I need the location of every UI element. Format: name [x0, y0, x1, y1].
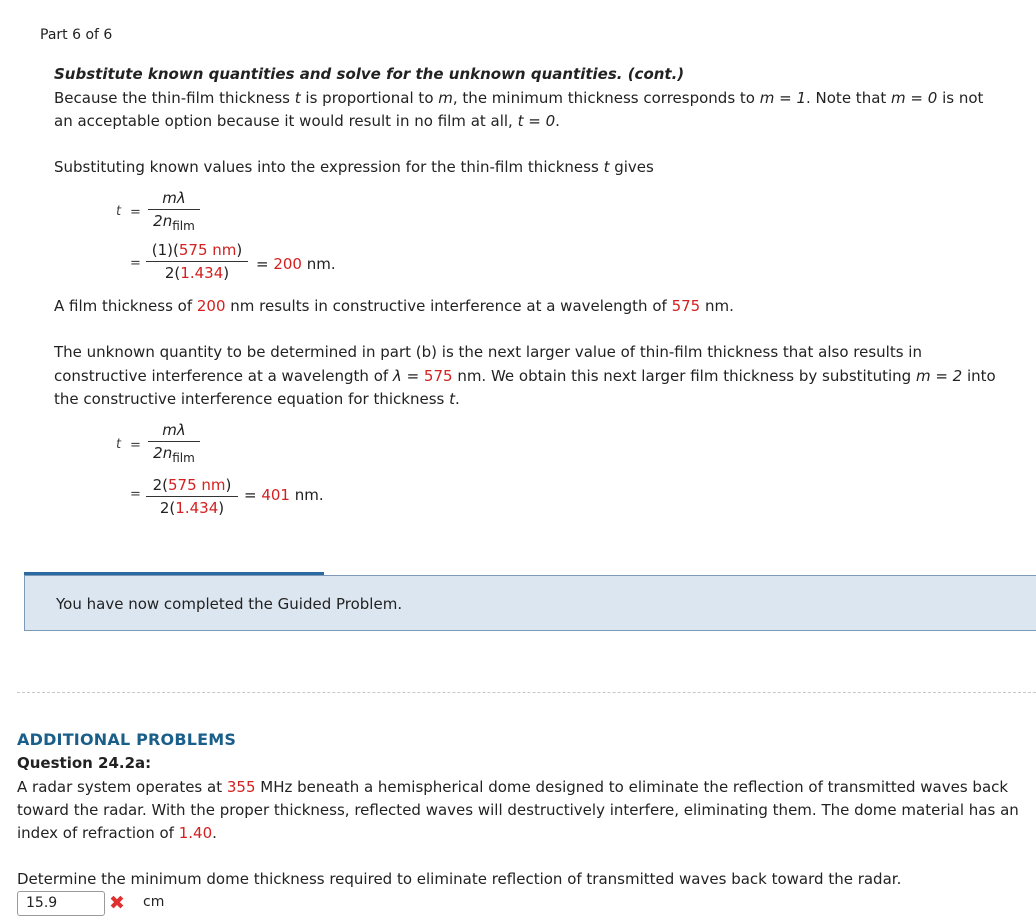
para4-line1: The unknown quantity to be determined in part (b) is the next larger value of thin-film thickness that also results in [54, 343, 922, 361]
den-subscript: film [172, 219, 195, 233]
result-value: 401 [261, 486, 290, 504]
ns: ) [236, 241, 243, 259]
eq1-fraction [148, 189, 200, 233]
completion-banner-text: You have now completed the Guided Problem. [56, 595, 403, 613]
para4-line3 [54, 390, 460, 408]
incorrect-x-icon: ✖ [109, 892, 125, 914]
dp: 2( [164, 264, 181, 282]
var-t: t [603, 158, 610, 176]
text: . [455, 390, 460, 408]
text: nm. [700, 297, 734, 315]
ds: ) [218, 499, 225, 517]
eq2-equals2: = [130, 487, 141, 502]
index-value: 1.434 [175, 499, 219, 517]
eq2-denominator2 [146, 499, 238, 517]
text: . Note that [806, 89, 892, 107]
eq2-lhs: t [116, 437, 122, 452]
wavelength-value: 575 [671, 297, 701, 315]
wavelength-value: 575 nm [168, 476, 226, 494]
eq1-equals: = [130, 205, 141, 220]
index-value: 1.434 [180, 264, 224, 282]
eq1-denominator2 [146, 264, 248, 282]
fraction-bar [146, 261, 248, 262]
text: is proportional to [300, 89, 439, 107]
m-eq-1: m = 1 [759, 89, 806, 107]
question-line3 [17, 824, 217, 842]
question-line2: toward the radar. With the proper thickness, reflected waves will destructively interfere, eliminating them. The dome material has an [17, 801, 1019, 819]
result-unit: nm. [301, 255, 336, 273]
var-m: m [438, 89, 453, 107]
text: is not [937, 89, 984, 107]
eq2-denominator [148, 444, 200, 465]
ds: ) [223, 264, 230, 282]
eq2-fraction2 [146, 476, 238, 517]
text: . [212, 824, 217, 842]
question-line1 [17, 778, 1008, 796]
eq2-numerator: mλ [162, 421, 186, 439]
var-t: t [294, 89, 301, 107]
text: into [962, 367, 996, 385]
dp: 2( [159, 499, 176, 517]
text: , the minimum thickness corresponds to [452, 89, 760, 107]
eq2-equals: = [130, 438, 141, 453]
text: A radar system operates at [17, 778, 227, 796]
result-eq: = [256, 255, 274, 273]
question-label: Question 24.2a: [17, 754, 152, 772]
result-value: 200 [273, 255, 302, 273]
result-unit: nm. [289, 486, 324, 504]
text: nm. We obtain this next larger film thickness by substituting [452, 367, 916, 385]
den-subscript: film [172, 451, 195, 465]
section-heading: Substitute known quantities and solve for the unknown quantities. (cont.) [54, 65, 685, 83]
lambda-eq: λ = [392, 367, 424, 385]
text: Substituting known values into the expression for the thin-film thickness [54, 158, 604, 176]
para1-line1 [54, 89, 983, 107]
eq1-equals2: = [130, 256, 141, 271]
text: nm results in constructive interference at a wavelength of [225, 297, 672, 315]
wavelength-value: 575 nm [178, 241, 237, 259]
text: MHz beneath a hemispherical dome designed to eliminate the reflection of transmitted waves back [255, 778, 1009, 796]
eq1-numerator2 [146, 241, 248, 259]
question-prompt: Determine the minimum dome thickness required to eliminate reflection of transmitted waves back toward the radar. [17, 870, 902, 888]
eq1-fraction2 [146, 241, 248, 282]
part-label: Part 6 of 6 [40, 27, 113, 43]
ns: ) [225, 476, 232, 494]
text: index of refraction of [17, 824, 179, 842]
completion-banner [24, 575, 1036, 631]
text: constructive interference at a wavelength of [54, 367, 393, 385]
answer-input[interactable]: 15.9 [17, 891, 105, 916]
m-eq-2: m = 2 [915, 367, 963, 385]
den-prefix: 2n [153, 444, 173, 462]
text: an acceptable option because it would result in no film at all, [54, 112, 518, 130]
t-eq-0: t = 0 [517, 112, 556, 130]
eq2-fraction [148, 421, 200, 465]
eq1-result [256, 255, 336, 273]
para4-line2 [54, 367, 996, 385]
answer-unit: cm [143, 894, 165, 910]
text: Because the thin-film thickness [54, 89, 295, 107]
frequency-value: 355 [226, 778, 256, 796]
text: . [555, 112, 560, 130]
eq1-denominator [148, 212, 200, 233]
result-eq: = [244, 486, 262, 504]
text: A film thickness of [54, 297, 197, 315]
den-prefix: 2n [153, 212, 173, 230]
eq1-numerator: mλ [162, 189, 186, 207]
para3 [54, 297, 734, 315]
para2 [54, 158, 654, 176]
var-t: t [449, 390, 455, 408]
eq2-result [244, 486, 324, 504]
fraction-bar [146, 496, 238, 497]
additional-problems-heading: ADDITIONAL PROBLEMS [17, 730, 237, 749]
thickness-value: 200 [196, 297, 226, 315]
np: 2( [152, 476, 168, 494]
fraction-bar [148, 209, 200, 210]
eq2-numerator2 [146, 476, 238, 494]
fraction-bar [148, 441, 200, 442]
refraction-index-value: 1.40 [178, 824, 213, 842]
section-divider [17, 692, 1036, 693]
eq1-lhs: t [116, 204, 122, 219]
m-eq-0: m = 0 [891, 89, 938, 107]
lambda-value: 575 [423, 367, 453, 385]
text: the constructive interference equation for thickness [54, 390, 450, 408]
text: gives [609, 158, 654, 176]
np: (1)( [151, 241, 179, 259]
para1-line2 [54, 112, 560, 130]
